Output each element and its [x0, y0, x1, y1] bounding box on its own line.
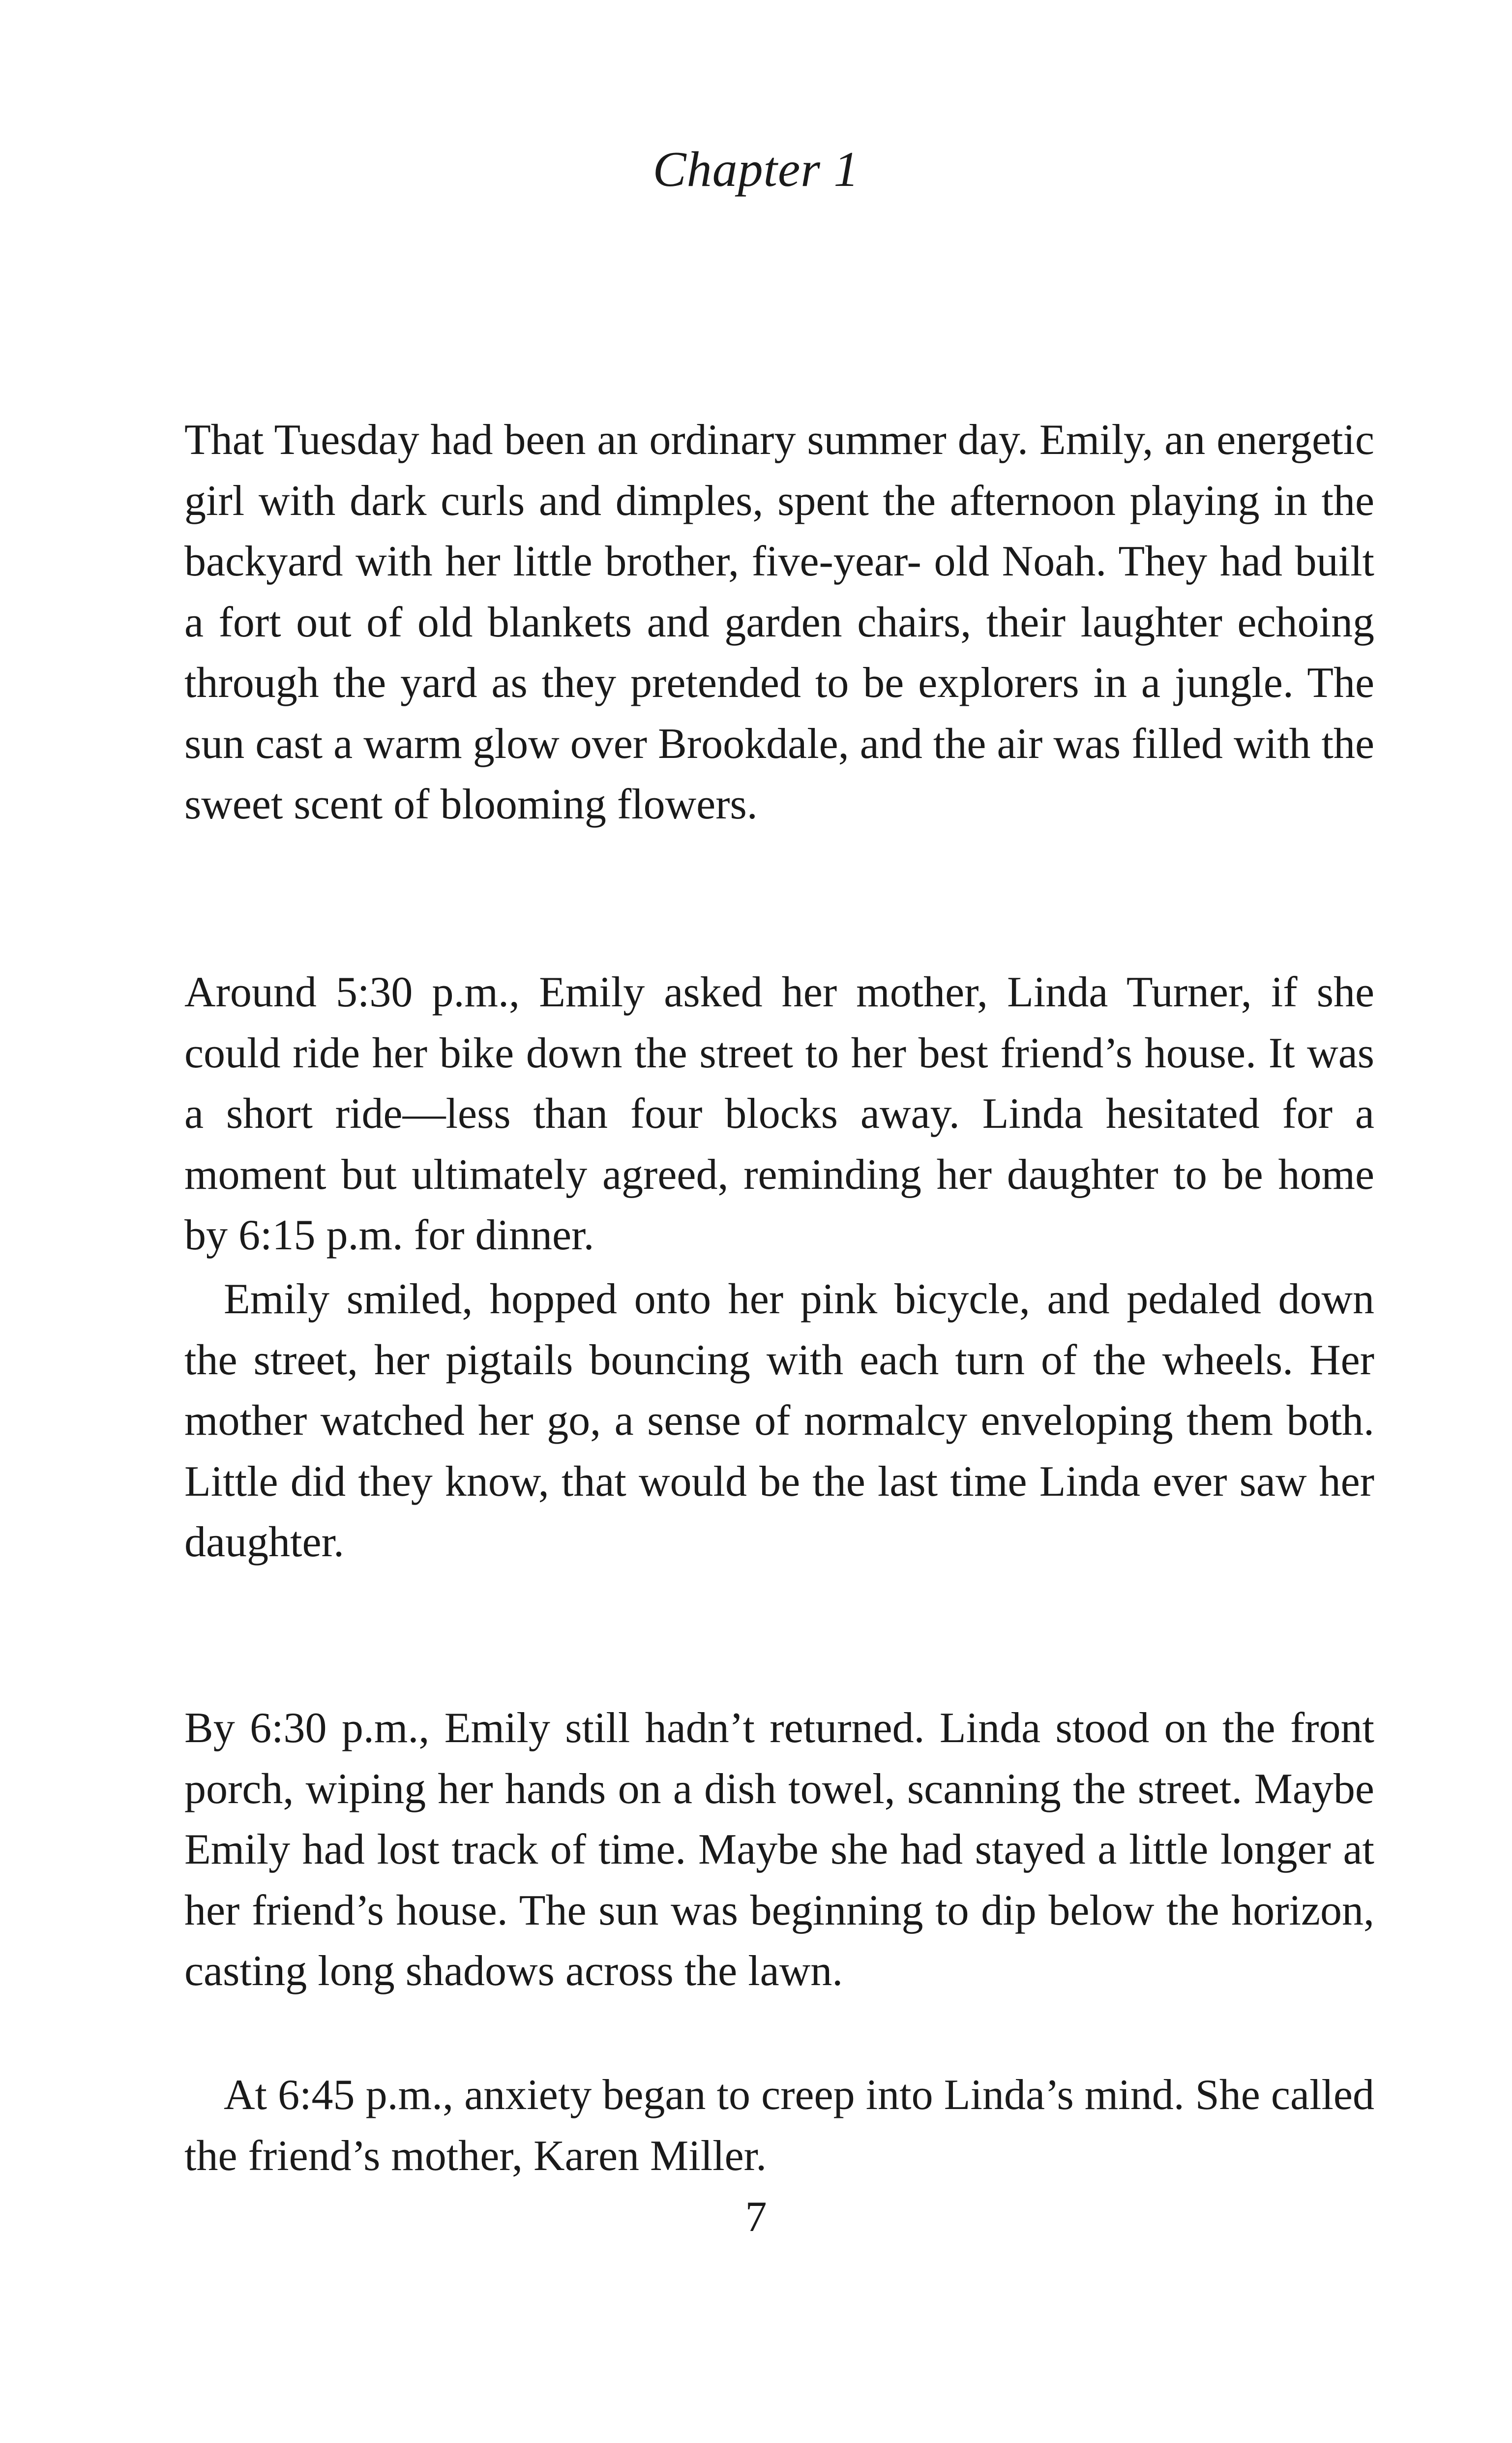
chapter-title: Chapter 1 [652, 142, 860, 197]
page-number: 7 [745, 2193, 767, 2241]
paragraph-1: That Tuesday had been an ordinary summer day. Emily, an energetic girl with dark curls and dimples, spent the afternoon playing in the backyard with her little brother, five-year- old Noah. They had built a fort out of old blankets and garden chairs, their laughter echoing through the yard as they pretended to be explorers in a jungle. The sun cast a warm glow over Brookdale, and the air was filled with the sweet scent of blooming flowers. [184, 416, 1374, 828]
paragraph-5: At 6:45 p.m., anxiety began to creep into Linda’s mind. She called the friend’s mother, Karen Miller. [184, 2071, 1374, 2180]
paragraph-3: Emily smiled, hopped onto her pink bicycle, and pedaled down the street, her pigtails bouncing with each turn of the wheels. Her mother watched her go, a sense of normalcy enveloping them both. Little did they know, that would be the last time Linda ever saw her daughter. [184, 1275, 1374, 1566]
paragraph-2: Around 5:30 p.m., Emily asked her mother, Linda Turner, if she could ride her bike down the street to her best friend’s house. It was a short ride—less than four blocks away. Linda hesitated for a moment but ultimately agreed, reminding her daughter to be home by 6:15 p.m. for dinner. [184, 968, 1374, 1259]
paragraph-4: By 6:30 p.m., Emily still hadn’t returned. Linda stood on the front porch, wiping her hands on a dish towel, scanning the street. Maybe Emily had lost track of time. Maybe she had stayed a little longer at her friend’s house. The sun was beginning to dip below the horizon, casting long shadows across the lawn. [184, 1704, 1374, 1995]
